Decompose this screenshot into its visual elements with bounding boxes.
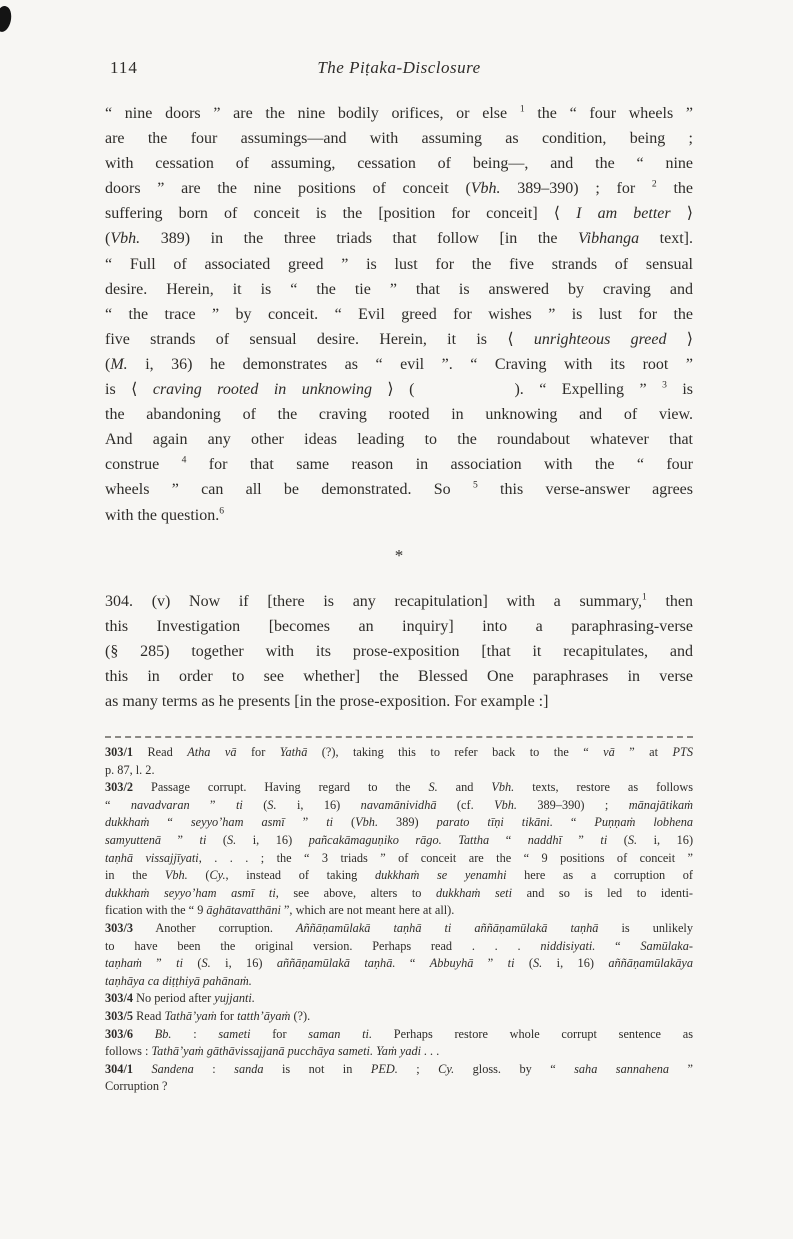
text-line: suffering born of conceit is the [position for conceit] ⟨ I am better ⟩ [105, 205, 693, 223]
text-line: “ Full of associated greed ” is lust for the five strands of sensual [105, 255, 693, 273]
text-line: as many terms as he presents [in the prose-exposition. For example :] [105, 693, 549, 711]
text-line: taṇhā vissajjīyati, . . . ; the “ 3 triads ” of conceit are the “ 9 positions of conceit ” [105, 850, 693, 865]
page-number: 114 [110, 58, 138, 77]
section-separator-asterisk: * [394, 546, 404, 565]
text-line: (M. i, 36) he demonstrates as “ evil ”. “ Craving with its root ” [105, 355, 693, 373]
text-line: desire. Herein, it is “ the tie ” that is answered by craving and [105, 280, 693, 298]
text-line: is ⟨ craving rooted in unknowing ⟩ ( ). “ Expelling ” $^3$ is [105, 379, 693, 399]
page-header [105, 58, 693, 82]
footnote-303-6 [105, 1026, 693, 1061]
text-line: dukkhaṁ seyyo’ham asmī ti, see above, alters to dukkhaṁ seti and so is led to identi- [105, 885, 694, 900]
text-line: “ the trace ” by conceit. “ Evil greed for wishes ” is lust for the [105, 305, 693, 323]
text-line: dukkhaṁ “ seyyo’ham asmī ” ti (Vbh. 389) parato tīṇi tikāni. “ Puṇṇaṁ lobhena [105, 815, 693, 830]
footnotes-section [105, 744, 693, 1096]
text-line: wheels ” can all be demonstrated. So $^5$ this verse-answer agrees [105, 480, 694, 499]
text-line: (§ 285) together with its prose-exposition [that it recapitulates, and [105, 643, 693, 661]
text-line: are the four assumings—and with assuming as condition, being ; [105, 130, 693, 148]
text-line: with the question.$^6$ [105, 505, 225, 524]
text-line: 303/3 Another corruption. Aññāṇamūlakā taṇhā ti aññāṇamūlakā taṇhā is unlikely [105, 920, 693, 935]
footnote-304-1 [105, 1061, 693, 1096]
text-line: “ nine doors ” are the nine bodily orifices, or else $^1$ the “ four wheels ” [105, 103, 693, 122]
text-line: 303/4 No period after yujjanti. [105, 991, 255, 1006]
text-line: with cessation of assuming, cessation of being—, and the “ nine [105, 155, 693, 173]
footnote-303-3 [105, 920, 693, 990]
footnote-divider-rule [105, 736, 693, 738]
text-line: construe $^4$ for that same reason in association with the “ four [105, 454, 693, 474]
text-line: five strands of sensual desire. Herein, it is ⟨ unrighteous greed ⟩ [105, 330, 694, 348]
footnote-303-4 [105, 990, 693, 1008]
text-line: samyuttenā ” ti (S. i, 16) pañcakāmaguṇiko rāgo. Tattha “ naddhī ” ti (S. i, 16) [105, 832, 694, 847]
text-line: (Vbh. 389) in the three triads that follow [in the Vibhanga text]. [105, 230, 693, 248]
text-line: this Investigation [becomes an inquiry] into a paraphrasing-verse [105, 618, 693, 636]
text-line: taṇhaṁ ” ti (S. i, 16) aññāṇamūlakā taṇhā. “ Abbuyhā ” ti (S. i, 16) aññāṇamūlakāya [105, 956, 694, 971]
text-line: 303/2 Passage corrupt. Having regard to the S. and Vbh. texts, restore as follows [105, 780, 693, 795]
running-head-title: The Piṭaka-Disclosure [317, 58, 481, 77]
text-line: fication with the “ 9 āghātavatthāni ”, which are not meant here at all). [105, 903, 455, 918]
text-line: in the Vbh. (Cy., instead of taking dukkhaṁ se yenamhi here as a corruption of [105, 868, 693, 883]
scan-ink-mark [0, 5, 14, 34]
footnote-303-5 [105, 1008, 693, 1026]
text-line: to have been the original version. Perhaps read . . . niddisiyati. “ Samūlaka- [105, 938, 693, 953]
text-line: taṇhāya ca diṭṭhiyā pahānaṁ. [105, 973, 252, 988]
paragraph-304 [105, 589, 693, 714]
text-line: “ navadvaran ” ti (S. i, 16) navamānividhā (cf. Vbh. 389–390) ; mānajātikaṁ [105, 797, 693, 812]
text-line: follows : Tathā’yaṁ gāthāvissajjanā pucchāya sameti. Yaṁ yadi . . . [105, 1044, 440, 1059]
footnote-303-2 [105, 779, 693, 920]
text-line: 304/1 Sandena : sanda is not in PED. ; Cy. gloss. by “ saha sannahena ” [105, 1061, 693, 1076]
text-line: 303/1 Read Atha vā for Yathā (?), taking this to refer back to the “ vā ” at PTS [105, 745, 693, 759]
text-line: And again any other ideas leading to the roundabout whatever that [105, 431, 693, 449]
text-line: doors ” are the nine positions of conceit (Vbh. 389–390) ; for $^2$ the [105, 178, 693, 198]
text-line: 303/6 Bb. : sameti for saman ti. Perhaps restore whole corrupt sentence as [105, 1026, 693, 1041]
text-line: the abandoning of the craving rooted in unknowing and of view. [105, 406, 693, 424]
text-line: Corruption ? [105, 1079, 168, 1094]
footnote-303-1 [105, 744, 693, 779]
text-line: p. 87, l. 2. [105, 762, 155, 777]
text-line: 304. (v) Now if [there is any recapitulation] with a summary,$^1$ then [105, 591, 693, 610]
paragraph-303-continuation [105, 101, 693, 528]
text-line: this in order to see whether] the Blessed One paraphrases in verse [105, 668, 693, 686]
text-line: 303/5 Read Tathā’yaṁ for tatth’āyaṁ (?). [105, 1008, 311, 1023]
